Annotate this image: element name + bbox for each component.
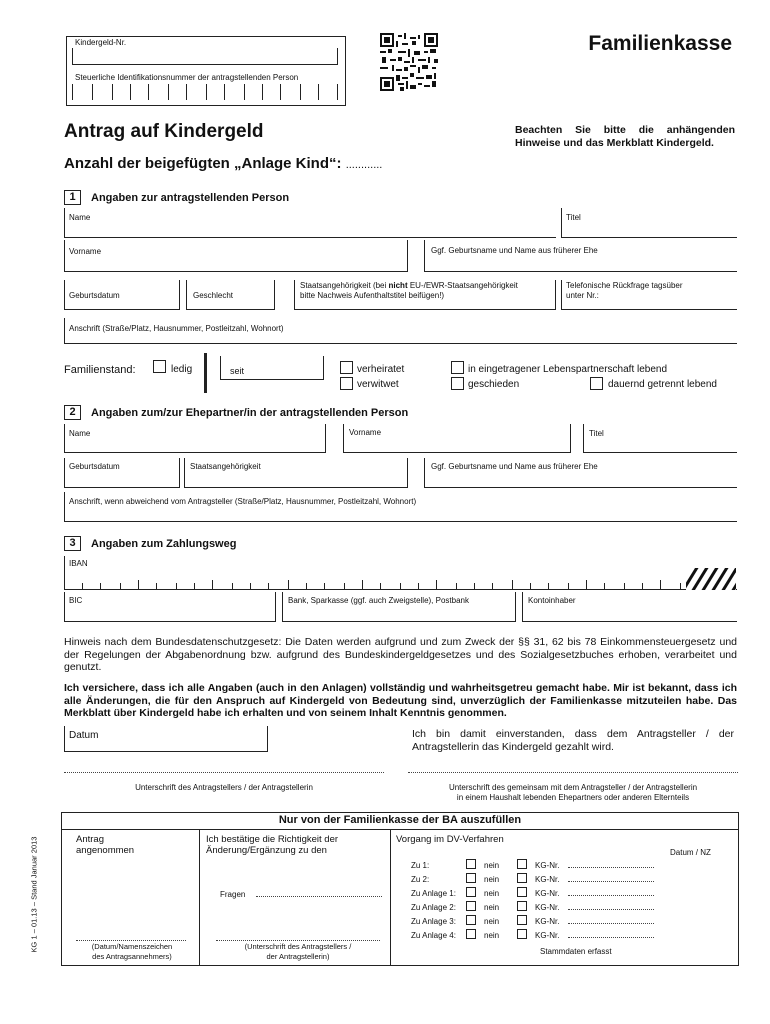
ledig-label: ledig	[171, 364, 193, 375]
consent-text: Ich bin damit einverstanden, dass dem Antragsteller / der Antragstellerin das Kindergeld gezahlt wird.	[412, 728, 734, 753]
s2-address-field[interactable]	[64, 492, 737, 522]
partnerschaft-checkbox[interactable]	[451, 361, 464, 374]
ledig-checkbox[interactable]	[153, 360, 166, 373]
verheiratet-label: verheiratet	[357, 364, 405, 375]
datum-label: Datum	[69, 730, 99, 741]
office-row-kg-checkbox[interactable]	[517, 887, 527, 897]
office-row-nein-label: nein	[484, 931, 500, 940]
office-row-label: Zu 1:	[411, 861, 430, 870]
iban-tick	[380, 583, 381, 590]
iban-tick	[212, 580, 213, 590]
verheiratet-checkbox[interactable]	[340, 361, 353, 374]
office-row-nein-label: nein	[484, 903, 500, 912]
s1-name-label: Name	[69, 213, 91, 222]
getrennt-label: dauernd getrennt lebend	[608, 379, 717, 390]
office-sig-line[interactable]	[216, 940, 380, 941]
office-row-checkbox[interactable]	[466, 887, 476, 897]
iban-tick	[232, 583, 233, 590]
iban-tick	[306, 583, 307, 590]
section-3-number: 3	[64, 536, 81, 551]
section-3-title: Angaben zum Zahlungsweg	[91, 538, 237, 550]
office-fragen-label: Fragen	[220, 890, 246, 899]
s1-vorname-field[interactable]	[64, 240, 408, 272]
s1-address-field[interactable]	[64, 318, 737, 344]
s2-name-field[interactable]	[64, 424, 326, 453]
kindergeld-nr-field[interactable]	[72, 48, 338, 65]
office-row-checkbox[interactable]	[466, 873, 476, 883]
bic-label: BIC	[69, 596, 83, 605]
tax-id-field[interactable]	[72, 84, 338, 100]
office-row-nein-label: nein	[484, 861, 500, 870]
seit-field[interactable]	[220, 356, 324, 380]
office-fragen-line[interactable]	[256, 896, 382, 897]
iban-tick	[288, 580, 289, 590]
s1-vorname-label: Vorname	[69, 247, 102, 256]
s1-address-label: Anschrift (Straße/Platz, Hausnummer, Postleitzahl, Wohnort)	[69, 324, 284, 333]
iban-tick	[362, 580, 363, 590]
iban-tick	[660, 580, 661, 590]
iban-tick	[624, 583, 625, 590]
office-row-nein-label: nein	[484, 875, 500, 884]
office-row-kg-line[interactable]	[568, 909, 654, 910]
office-row-kg-label: KG-Nr.	[535, 903, 560, 912]
s1-staat-field[interactable]	[294, 280, 556, 310]
office-row-kg-label: KG-Nr.	[535, 931, 560, 940]
s1-titel-field[interactable]	[561, 208, 737, 238]
iban-tick	[82, 583, 83, 590]
s1-staat-label: Staatsangehörigkeit (bei nicht EU-/EWR-Staatsangehörigkeit bitte Nachweis Aufenthaltstitel beifügen!)	[300, 281, 518, 300]
iban-tick	[344, 583, 345, 590]
office-row-kg-line[interactable]	[568, 937, 654, 938]
iban-hatched-cell	[686, 568, 736, 590]
office-row-kg-label: KG-Nr.	[535, 917, 560, 926]
kindergeld-nr-label: Kindergeld-Nr.	[75, 38, 127, 47]
s1-phone-label: Telefonische Rückfrage tagsüber unter Nr.:	[566, 281, 683, 300]
geschieden-label: geschieden	[468, 379, 520, 390]
office-row-label: Zu 2:	[411, 875, 430, 884]
holder-field[interactable]	[522, 592, 737, 622]
holder-label: Kontoinhaber	[528, 596, 576, 605]
s1-geburtsdatum-field[interactable]	[64, 280, 180, 310]
office-row-kg-line[interactable]	[568, 867, 654, 868]
s2-vorname-label: Vorname	[349, 428, 382, 437]
s2-staat-field[interactable]	[184, 458, 408, 488]
office-row-label: Zu Anlage 3:	[411, 917, 456, 926]
s2-birthname-field[interactable]	[424, 458, 737, 488]
s2-staat-label: Staatsangehörigkeit	[190, 462, 261, 471]
iban-tick	[548, 583, 549, 590]
s1-birthname-field[interactable]	[424, 240, 737, 272]
s2-name-label: Name	[69, 429, 91, 438]
iban-tick	[194, 583, 195, 590]
s2-geburtsdatum-label: Geburtsdatum	[69, 462, 120, 471]
office-row-label: Zu Anlage 4:	[411, 931, 456, 940]
office-row-nein-label: nein	[484, 889, 500, 898]
office-row-kg-line[interactable]	[568, 923, 654, 924]
iban-label: IBAN	[69, 559, 88, 568]
iban-tick	[418, 583, 419, 590]
office-row-checkbox[interactable]	[466, 915, 476, 925]
s2-address-label: Anschrift, wenn abweichend vom Antragsteller (Straße/Platz, Hausnummer, Postleitzahl, Wohnort)	[69, 497, 417, 506]
office-row-kg-checkbox[interactable]	[517, 915, 527, 925]
office-antrag: Antrag angenommen	[76, 834, 135, 856]
iban-tick	[268, 583, 269, 590]
s2-titel-label: Titel	[589, 429, 604, 438]
iban-tick	[156, 583, 157, 590]
office-row-kg-checkbox[interactable]	[517, 873, 527, 883]
annex-count-text: Anzahl der beigefügten „Anlage Kind“:	[64, 155, 342, 172]
iban-tick	[456, 583, 457, 590]
qr-code-icon	[380, 33, 438, 91]
iban-tick	[474, 583, 475, 590]
iban-tick	[138, 580, 139, 590]
iban-tick	[120, 583, 121, 590]
getrennt-checkbox[interactable]	[590, 377, 603, 390]
s1-name-field[interactable]	[64, 208, 556, 238]
section-2-number: 2	[64, 405, 81, 420]
partner-signature-label: Unterschrift des gemeinsam mit dem Antragsteller / der Antragstellerin in einem Haushalt lebenden Ehepartners oder anderen Elternteils	[448, 783, 698, 802]
s2-geburtsdatum-field[interactable]	[64, 458, 180, 488]
office-row-label: Zu Anlage 2:	[411, 903, 456, 912]
iban-tick	[604, 583, 605, 590]
assurance-text: Ich versichere, dass ich alle Angaben (auch in den Anlagen) vollständig und wahrheitsgetreu gemacht habe. Mir ist bekannt, dass ich alle Änderungen, die für den Anspruch auf Kindergeld von Bedeutung sind, unverzüglich der Familienkasse mitzuteilen habe. Das Merkblatt über Kindergeld habe ich erhalten und von seinem Inhalt Kenntnis genommen.	[64, 682, 737, 719]
section-1-title: Angaben zur antragstellenden Person	[91, 192, 290, 204]
office-annahme-line[interactable]	[76, 940, 186, 941]
office-row-kg-label: KG-Nr.	[535, 861, 560, 870]
iban-tick	[492, 583, 493, 590]
office-col-divider-1	[199, 829, 200, 966]
s2-vorname-field[interactable]	[343, 424, 571, 453]
section-2-title: Angaben zum/zur Ehepartner/in der antragstellenden Person	[91, 407, 409, 419]
iban-tick	[324, 583, 325, 590]
iban-tick	[400, 583, 401, 590]
iban-tick	[250, 583, 251, 590]
stammdaten-label: Stammdaten erfasst	[540, 947, 612, 956]
office-row-kg-checkbox[interactable]	[517, 859, 527, 869]
seit-label: seit	[230, 366, 245, 376]
s2-birthname-label: Ggf. Geburtsname und Name aus früherer Ehe	[431, 462, 598, 471]
bank-label: Bank, Sparkasse (ggf. auch Zweigstelle), Postbank	[288, 596, 469, 605]
iban-tick	[436, 580, 437, 590]
iban-tick	[680, 583, 681, 590]
partnerschaft-label: in eingetragener Lebenspartnerschaft lebend	[468, 364, 668, 375]
iban-ticks	[64, 580, 684, 590]
office-row-checkbox[interactable]	[466, 901, 476, 911]
s2-titel-field[interactable]	[583, 424, 737, 453]
office-row-checkbox[interactable]	[466, 929, 476, 939]
datum-field[interactable]	[64, 726, 268, 752]
office-row-checkbox[interactable]	[466, 859, 476, 869]
office-row-kg-line[interactable]	[568, 881, 654, 882]
annex-count-label	[64, 155, 382, 172]
office-datum-nz: Datum / NZ	[670, 848, 711, 857]
office-row-label: Zu Anlage 1:	[411, 889, 456, 898]
office-row-nein-label: nein	[484, 917, 500, 926]
bank-field[interactable]	[282, 592, 516, 622]
office-row-kg-line[interactable]	[568, 895, 654, 896]
s1-geschlecht-field[interactable]	[186, 280, 275, 310]
office-row-kg-label: KG-Nr.	[535, 889, 560, 898]
privacy-notice: Hinweis nach dem Bundesdatenschutzgesetz: Die Daten werden aufgrund und zum Zweck der §§ 31, 62 bis 78 Einkommensteuergesetz und der Regelungen der Abgabenordnung bzw. aufgrund des Bundeskindergeldgesetzes und des Sozialgesetzbuches erhoben, verarbeitet und genutzt.	[64, 636, 737, 673]
office-vorgang: Vorgang im DV-Verfahren	[396, 834, 504, 845]
tax-id-label: Steuerliche Identifikationsnummer der antragstellenden Person	[75, 73, 299, 82]
office-annahme-label: (Datum/Namenszeichen des Antragsannehmers)	[91, 942, 173, 961]
s1-geschlecht-label: Geschlecht	[193, 291, 234, 300]
iban-tick	[64, 580, 65, 590]
applicant-signature-line[interactable]	[64, 772, 384, 773]
partner-signature-line[interactable]	[408, 772, 738, 773]
office-row-kg-checkbox[interactable]	[517, 901, 527, 911]
office-confirm: Ich bestätige die Richtigkeit der Änderung/Ergänzung zu den	[206, 834, 339, 856]
iban-tick	[586, 580, 587, 590]
office-col-divider-2	[390, 829, 391, 966]
s1-birthname-label: Ggf. Geburtsname und Name aus früherer Ehe	[431, 246, 598, 255]
form-version-side-text: KG 1 – 01.13 – Stand Januar 2013	[29, 836, 39, 953]
office-row-kg-checkbox[interactable]	[517, 929, 527, 939]
familienstand-divider	[204, 353, 207, 393]
iban-tick	[530, 583, 531, 590]
section-1-number: 1	[64, 190, 81, 205]
office-header-line	[61, 829, 739, 830]
iban-tick	[642, 583, 643, 590]
s1-titel-label: Titel	[566, 213, 581, 222]
applicant-signature-label: Unterschrift des Antragstellers / der Antragstellerin	[135, 783, 313, 792]
iban-tick	[100, 583, 101, 590]
office-header: Nur von der Familienkasse der BA auszufüllen	[278, 814, 522, 826]
s1-phone-field[interactable]	[561, 280, 737, 310]
office-row-kg-label: KG-Nr.	[535, 875, 560, 884]
instructions-note: Beachten Sie bitte die anhängenden Hinweise und das Merkblatt Kindergeld.	[515, 124, 735, 149]
verwitwet-label: verwitwet	[357, 379, 399, 390]
agency-title: Familienkasse	[588, 32, 732, 55]
bic-field[interactable]	[64, 592, 276, 622]
office-sig-label: (Unterschrift des Antragstellers / der Antragstellerin)	[244, 942, 352, 961]
familienstand-label: Familienstand:	[64, 364, 136, 376]
iban-tick	[512, 580, 513, 590]
s1-geburtsdatum-label: Geburtsdatum	[69, 291, 120, 300]
annex-count-dots[interactable]: ............	[345, 159, 383, 171]
page-title: Antrag auf Kindergeld	[64, 121, 264, 142]
verwitwet-checkbox[interactable]	[340, 377, 353, 390]
iban-tick	[176, 583, 177, 590]
geschieden-checkbox[interactable]	[451, 377, 464, 390]
iban-tick	[568, 583, 569, 590]
